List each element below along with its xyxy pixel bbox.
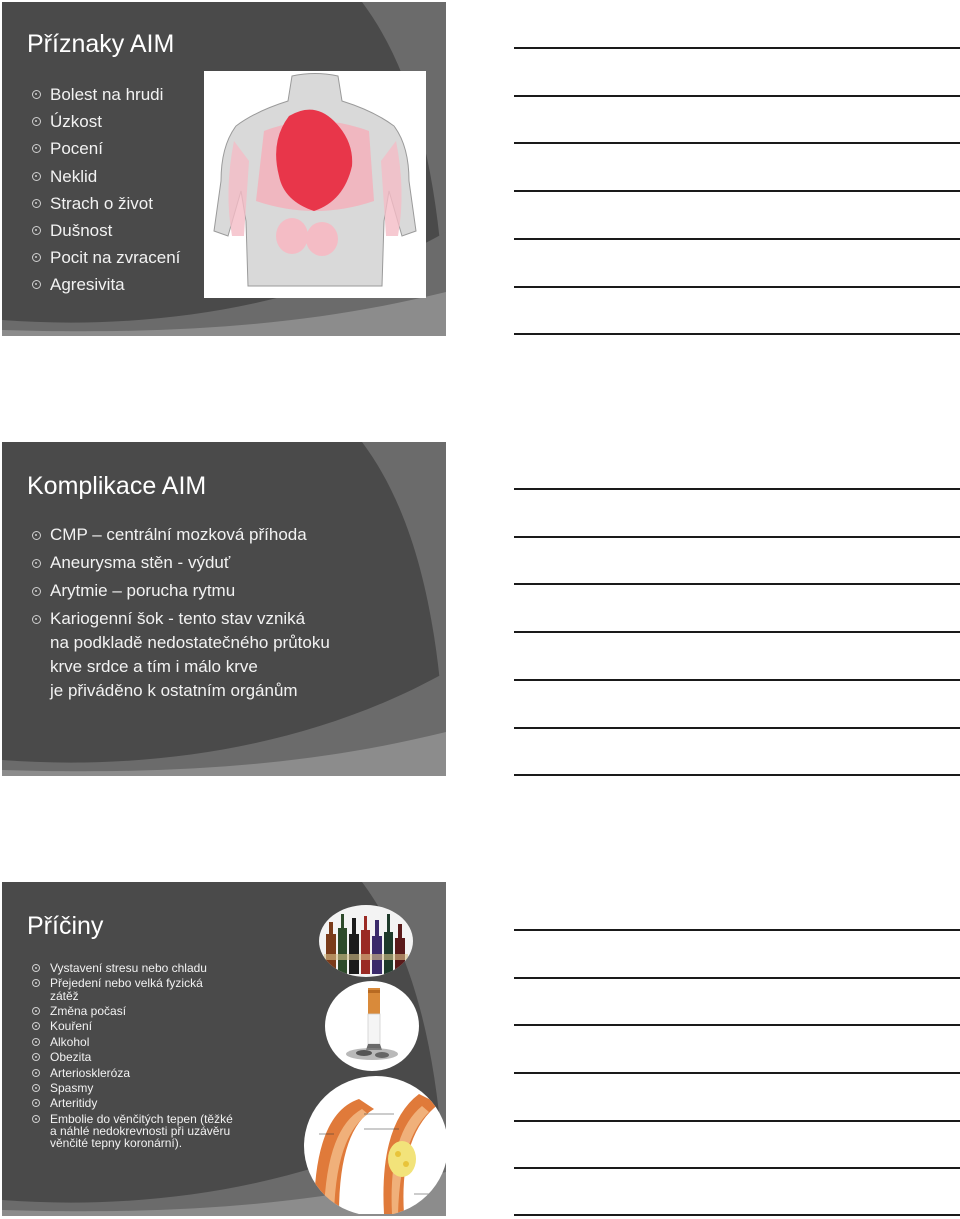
note-line xyxy=(514,774,960,776)
note-line xyxy=(514,631,960,633)
artery-cross-section-icon xyxy=(304,1074,446,1214)
bullet-icon xyxy=(32,964,40,972)
list-item: Alkohol xyxy=(32,1036,233,1048)
slide-2 xyxy=(2,442,446,776)
note-line xyxy=(514,1120,960,1122)
note-line xyxy=(514,1167,960,1169)
note-line xyxy=(514,95,960,97)
bullet-icon xyxy=(32,531,41,540)
slide-3-bullet-list xyxy=(32,962,233,1153)
list-item: Agresivita xyxy=(32,271,180,298)
bullet-icon xyxy=(32,559,41,568)
bullet-icon xyxy=(32,1038,40,1046)
list-item: Strach o život xyxy=(32,190,180,217)
list-item: Arytmie – porucha rytmu xyxy=(32,579,330,603)
bullet-icon xyxy=(32,117,41,126)
slide-2-title: Komplikace AIM xyxy=(27,472,207,500)
list-item: Bolest na hrudi xyxy=(32,81,180,108)
list-item: Arterioskleróza xyxy=(32,1067,233,1079)
list-item: Pocení xyxy=(32,135,180,162)
list-item: Úzkost xyxy=(32,108,180,135)
bullet-icon xyxy=(32,280,41,289)
bullet-icon xyxy=(32,587,41,596)
bullet-icon xyxy=(32,199,41,208)
note-line xyxy=(514,1214,960,1216)
slide-2-bullet-list xyxy=(32,523,330,707)
chest-pain-illustration-icon xyxy=(204,71,426,298)
list-item: Dušnost xyxy=(32,217,180,244)
bullet-icon xyxy=(32,1099,40,1107)
note-line xyxy=(514,977,960,979)
list-item: Přejedení nebo velká fyzická zátěž xyxy=(32,977,233,1001)
list-item: Arteritidy xyxy=(32,1097,233,1109)
list-item: CMP – centrální mozková příhoda xyxy=(32,523,330,547)
bullet-icon xyxy=(32,1053,40,1061)
bullet-icon xyxy=(32,144,41,153)
bullet-icon xyxy=(32,253,41,262)
note-line xyxy=(514,47,960,49)
slide-1-title: Příznaky AIM xyxy=(27,30,175,58)
note-line xyxy=(514,1072,960,1074)
bullet-icon xyxy=(32,172,41,181)
note-line xyxy=(514,1024,960,1026)
bullet-icon xyxy=(32,226,41,235)
slide-1 xyxy=(2,2,446,336)
note-line xyxy=(514,190,960,192)
note-line xyxy=(514,727,960,729)
bullet-icon xyxy=(32,1022,40,1030)
note-line xyxy=(514,238,960,240)
slide-1-bullet-list xyxy=(32,81,180,299)
bullet-icon xyxy=(32,1115,40,1123)
list-item: Kariogenní šok - tento stav vzniká na podkladě nedostatečného průtoku krve srdce a tím i málo krve je přiváděno k ostatním orgánům xyxy=(32,607,330,703)
list-item: Vystavení stresu nebo chladu xyxy=(32,962,233,974)
note-line xyxy=(514,536,960,538)
list-item: Pocit na zvracení xyxy=(32,244,180,271)
note-line xyxy=(514,488,960,490)
bullet-icon xyxy=(32,1007,40,1015)
note-line xyxy=(514,286,960,288)
note-line xyxy=(514,142,960,144)
bullet-icon xyxy=(32,90,41,99)
alcohol-bottles-icon xyxy=(318,904,414,978)
cigarette-ashtray-icon xyxy=(324,980,420,1072)
list-item: Embolie do věnčitých tepen (těžké a náhlé nedokrevnosti při uzávěru věnčité tepny koronární). xyxy=(32,1113,233,1150)
note-line xyxy=(514,333,960,335)
bullet-icon xyxy=(32,1084,40,1092)
list-item: Spasmy xyxy=(32,1082,233,1094)
note-line xyxy=(514,679,960,681)
note-line xyxy=(514,583,960,585)
slide-3 xyxy=(2,882,446,1216)
list-item: Obezita xyxy=(32,1051,233,1063)
slide-3-title: Příčiny xyxy=(27,912,104,940)
list-item: Aneurysma stěn - výduť xyxy=(32,551,330,575)
list-item: Kouření xyxy=(32,1020,233,1032)
list-item: Změna počasí xyxy=(32,1005,233,1017)
list-item: Neklid xyxy=(32,163,180,190)
bullet-icon xyxy=(32,1069,40,1077)
bullet-icon xyxy=(32,615,41,624)
bullet-icon xyxy=(32,979,40,987)
note-line xyxy=(514,929,960,931)
